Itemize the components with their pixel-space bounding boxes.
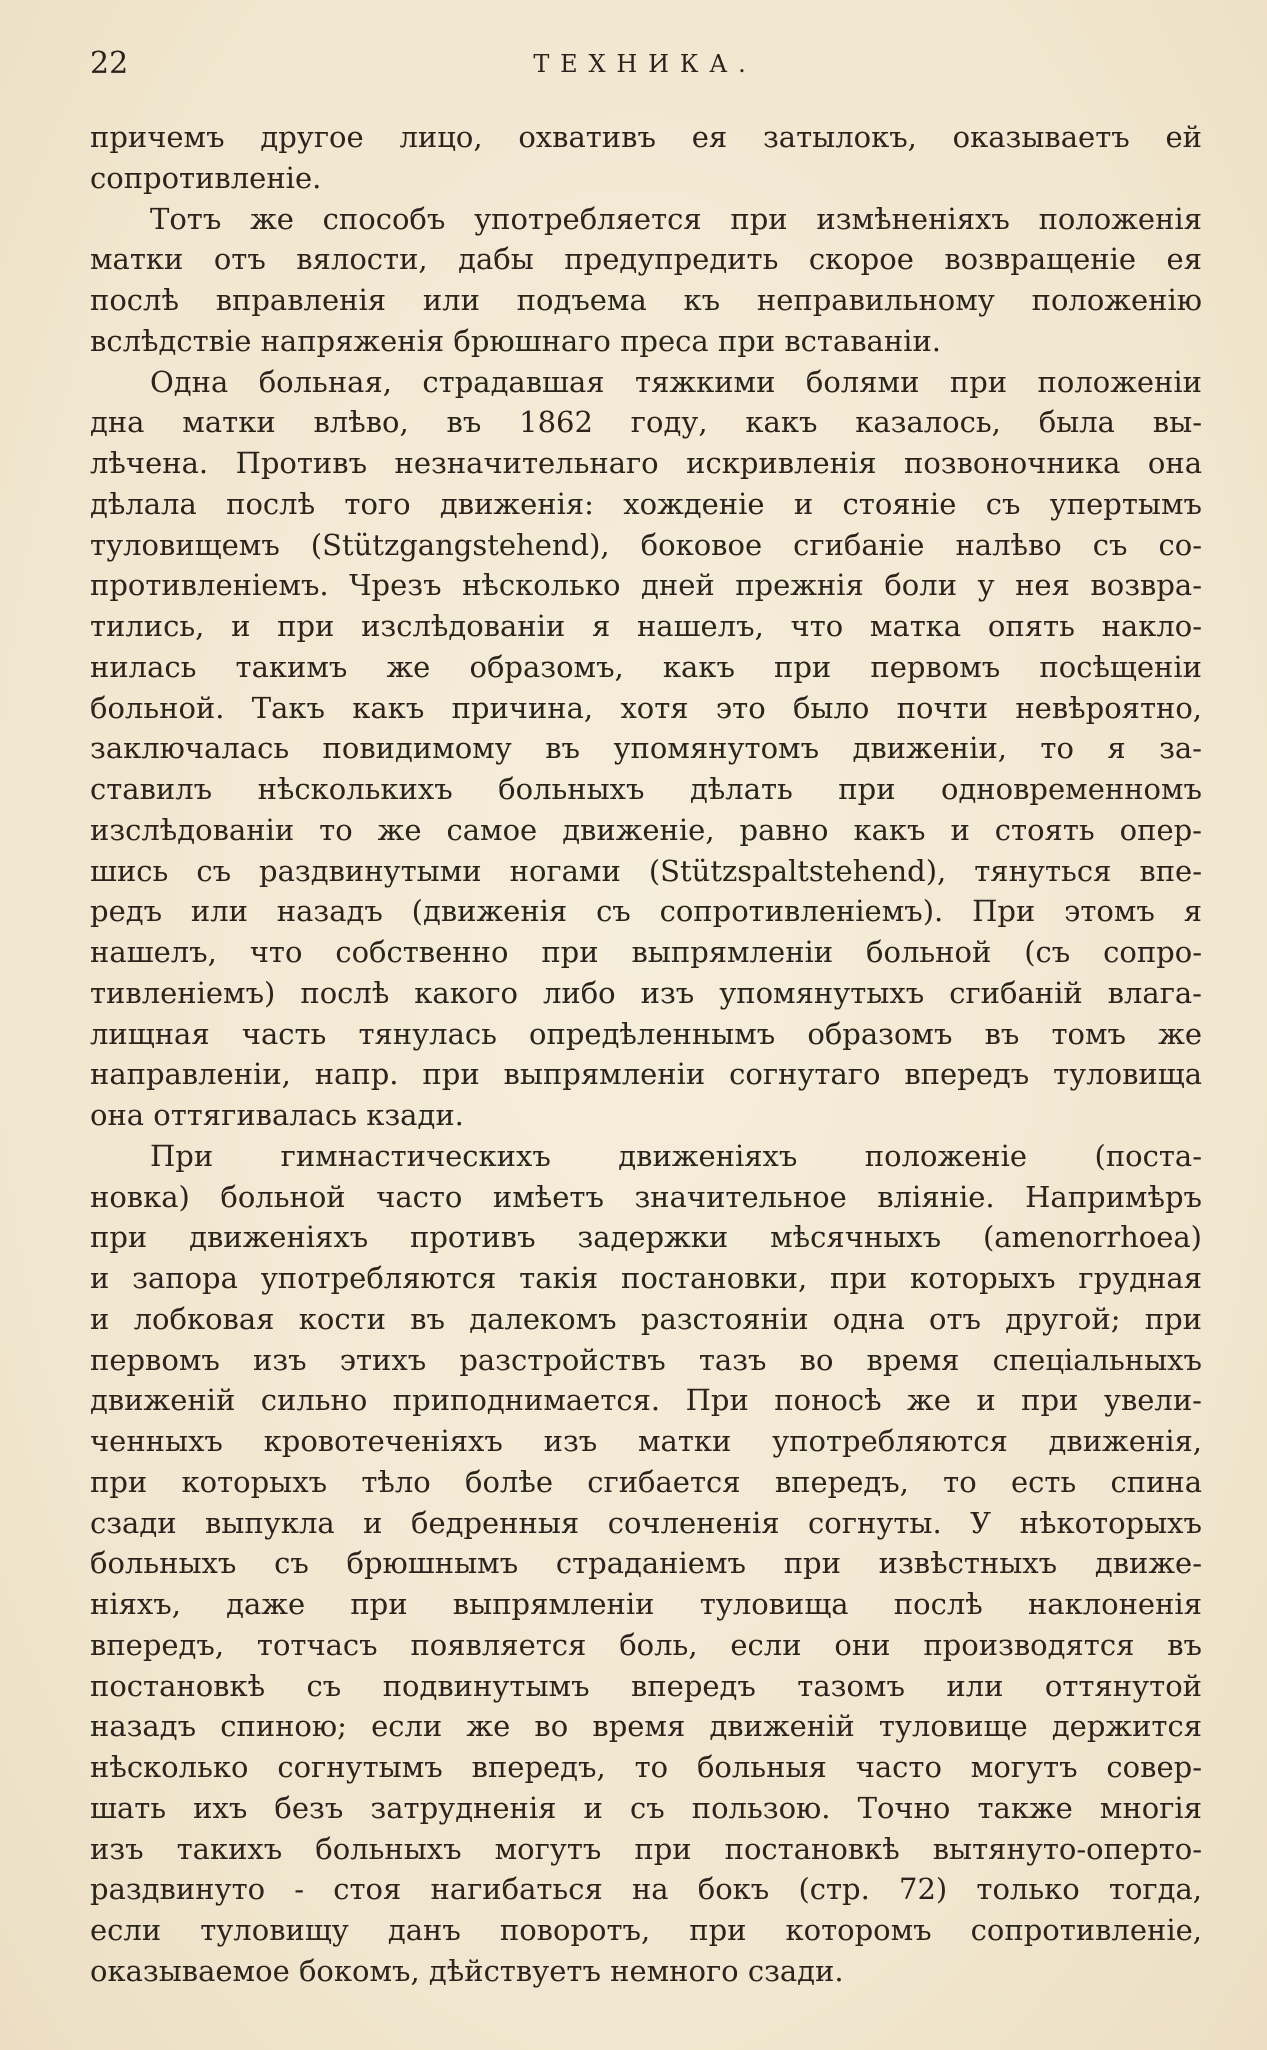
text-line: ченныхъ кровотеченіяхъ изъ матки употребляются движенія, xyxy=(90,1424,1202,1458)
text-line: первомъ изъ этихъ разстройствъ тазъ во время спеціальныхъ xyxy=(90,1342,1202,1377)
text-line: если туловищу данъ поворотъ, при которомъ сопротивленіе, xyxy=(90,1913,1202,1947)
text-line: редъ или назадъ (движенія съ сопротивленіемъ). При этомъ я xyxy=(90,894,1202,929)
text-line: новка) больной часто имѣетъ значительное вліяніе. Напримѣръ xyxy=(90,1179,1202,1214)
text-line: нашелъ, что собственно при выпрямленіи больной (съ сопро- xyxy=(90,935,1202,969)
text-line: тились, и при изслѣдованіи я нашелъ, что матка опять накло- xyxy=(90,609,1202,643)
text-line: послѣ вправленія или подъема къ неправильному положенію xyxy=(90,283,1202,317)
text-line: сопротивленіе. xyxy=(90,160,322,195)
text-line: ставилъ нѣсколькихъ больныхъ дѣлать при одновременномъ xyxy=(90,772,1202,806)
text-line: направленіи, напр. при выпрямленіи согнутаго впередъ туловища xyxy=(90,1057,1202,1092)
text-line: вслѣдствіе напряженія брюшнаго преса при вставаніи. xyxy=(90,323,941,358)
text-line: при движеніяхъ противъ задержки мѣсячныхъ (amenorrhoea) xyxy=(90,1220,1202,1255)
text-line: изъ такихъ больныхъ могутъ при постановкѣ вытянуто-оперто- xyxy=(90,1831,1202,1866)
paragraph xyxy=(90,362,1202,1136)
text-line: она оттягивалась кзади. xyxy=(90,1098,464,1132)
text-line: оказываемое бокомъ, дѣйствуетъ немного сзади. xyxy=(90,1953,844,1988)
text-line: изслѣдованіи то же самое движеніе, равно какъ и стоять опер- xyxy=(90,812,1202,847)
text-line: туловищемъ (Stützgangstehend), боковое сгибаніе налѣво съ со- xyxy=(90,527,1202,562)
text-line: впередъ, тотчасъ появляется боль, если они производятся въ xyxy=(90,1627,1202,1662)
text-line: шать ихъ безъ затрудненія и съ пользою. Точно также многія xyxy=(90,1790,1202,1825)
text-line: противленіемъ. Чрезъ нѣсколько дней прежнія боли у нея возвра- xyxy=(90,568,1202,603)
text-line: назадъ спиною; если же во время движеній туловище держится xyxy=(90,1709,1202,1744)
text-line: при которыхъ тѣло болѣе сгибается впередъ, то есть спина xyxy=(90,1464,1202,1499)
paragraph xyxy=(90,117,1202,199)
text-line: и лобковая кости въ далекомъ разстояніи одна отъ другой; при xyxy=(90,1301,1202,1336)
text-line: дна матки влѣво, въ 1862 году, какъ казалось, была вы- xyxy=(90,405,1202,440)
text-line: нѣсколько согнутымъ впередъ, то больныя часто могутъ совер- xyxy=(90,1750,1202,1784)
paragraph xyxy=(90,199,1202,362)
text-line: и запора употребляются такія постановки, при которыхъ грудная xyxy=(90,1261,1202,1295)
text-line: нилась такимъ же образомъ, какъ при первомъ посѣщеніи xyxy=(90,649,1202,684)
page-header xyxy=(90,42,1200,86)
text-line: лищная часть тянулась опредѣленнымъ образомъ въ томъ же xyxy=(90,1016,1202,1051)
text-body xyxy=(90,117,1202,1992)
text-line: больной. Такъ какъ причина, хотя это было почти невѣроятно, xyxy=(90,690,1202,725)
text-line: ніяхъ, даже при выпрямленіи туловища послѣ наклоненія xyxy=(90,1587,1202,1621)
page-number: 22 xyxy=(90,46,129,81)
text-line: заключалась повидимому въ упомянутомъ движеніи, то я за- xyxy=(90,731,1202,766)
text-line: Тотъ же способъ употребляется при измѣненіяхъ положенія xyxy=(150,201,1202,236)
text-line: шись съ раздвинутыми ногами (Stützspaltstehend), тянуться впе- xyxy=(90,853,1202,888)
text-line: Одна больная, страдавшая тяжкими болями при положеніи xyxy=(150,364,1202,399)
text-line: матки отъ вялости, дабы предупредить скорое возвращеніе ея xyxy=(90,242,1202,277)
text-line: раздвинуто - стоя нагибаться на бокъ (стр. 72) только тогда, xyxy=(90,1872,1202,1907)
text-line: При гимнастическихъ движеніяхъ положеніе (поста- xyxy=(150,1138,1202,1173)
text-line: тивленіемъ) послѣ какого либо изъ упомянутыхъ сгибаній влага- xyxy=(90,975,1202,1010)
text-line: движеній сильно приподнимается. При поносѣ же и при увели- xyxy=(90,1383,1202,1418)
text-line: дѣлала послѣ того движенія: хожденіе и стояніе съ упертымъ xyxy=(90,486,1202,521)
paragraph xyxy=(90,1136,1202,1992)
text-line: сзади выпукла и бедренныя сочлененія согнуты. У нѣкоторыхъ xyxy=(90,1505,1202,1540)
text-line: больныхъ съ брюшнымъ страданіемъ при извѣстныхъ движе- xyxy=(90,1546,1202,1581)
text-line: лѣчена. Противъ незначительнаго искривленія позвоночника она xyxy=(90,446,1202,480)
text-line: причемъ другое лицо, охвативъ ея затылокъ, оказываетъ ей xyxy=(90,120,1202,154)
text-line: постановкѣ съ подвинутымъ впередъ тазомъ или оттянутой xyxy=(90,1668,1202,1703)
running-head: ТЕХНИКА. xyxy=(533,50,757,78)
